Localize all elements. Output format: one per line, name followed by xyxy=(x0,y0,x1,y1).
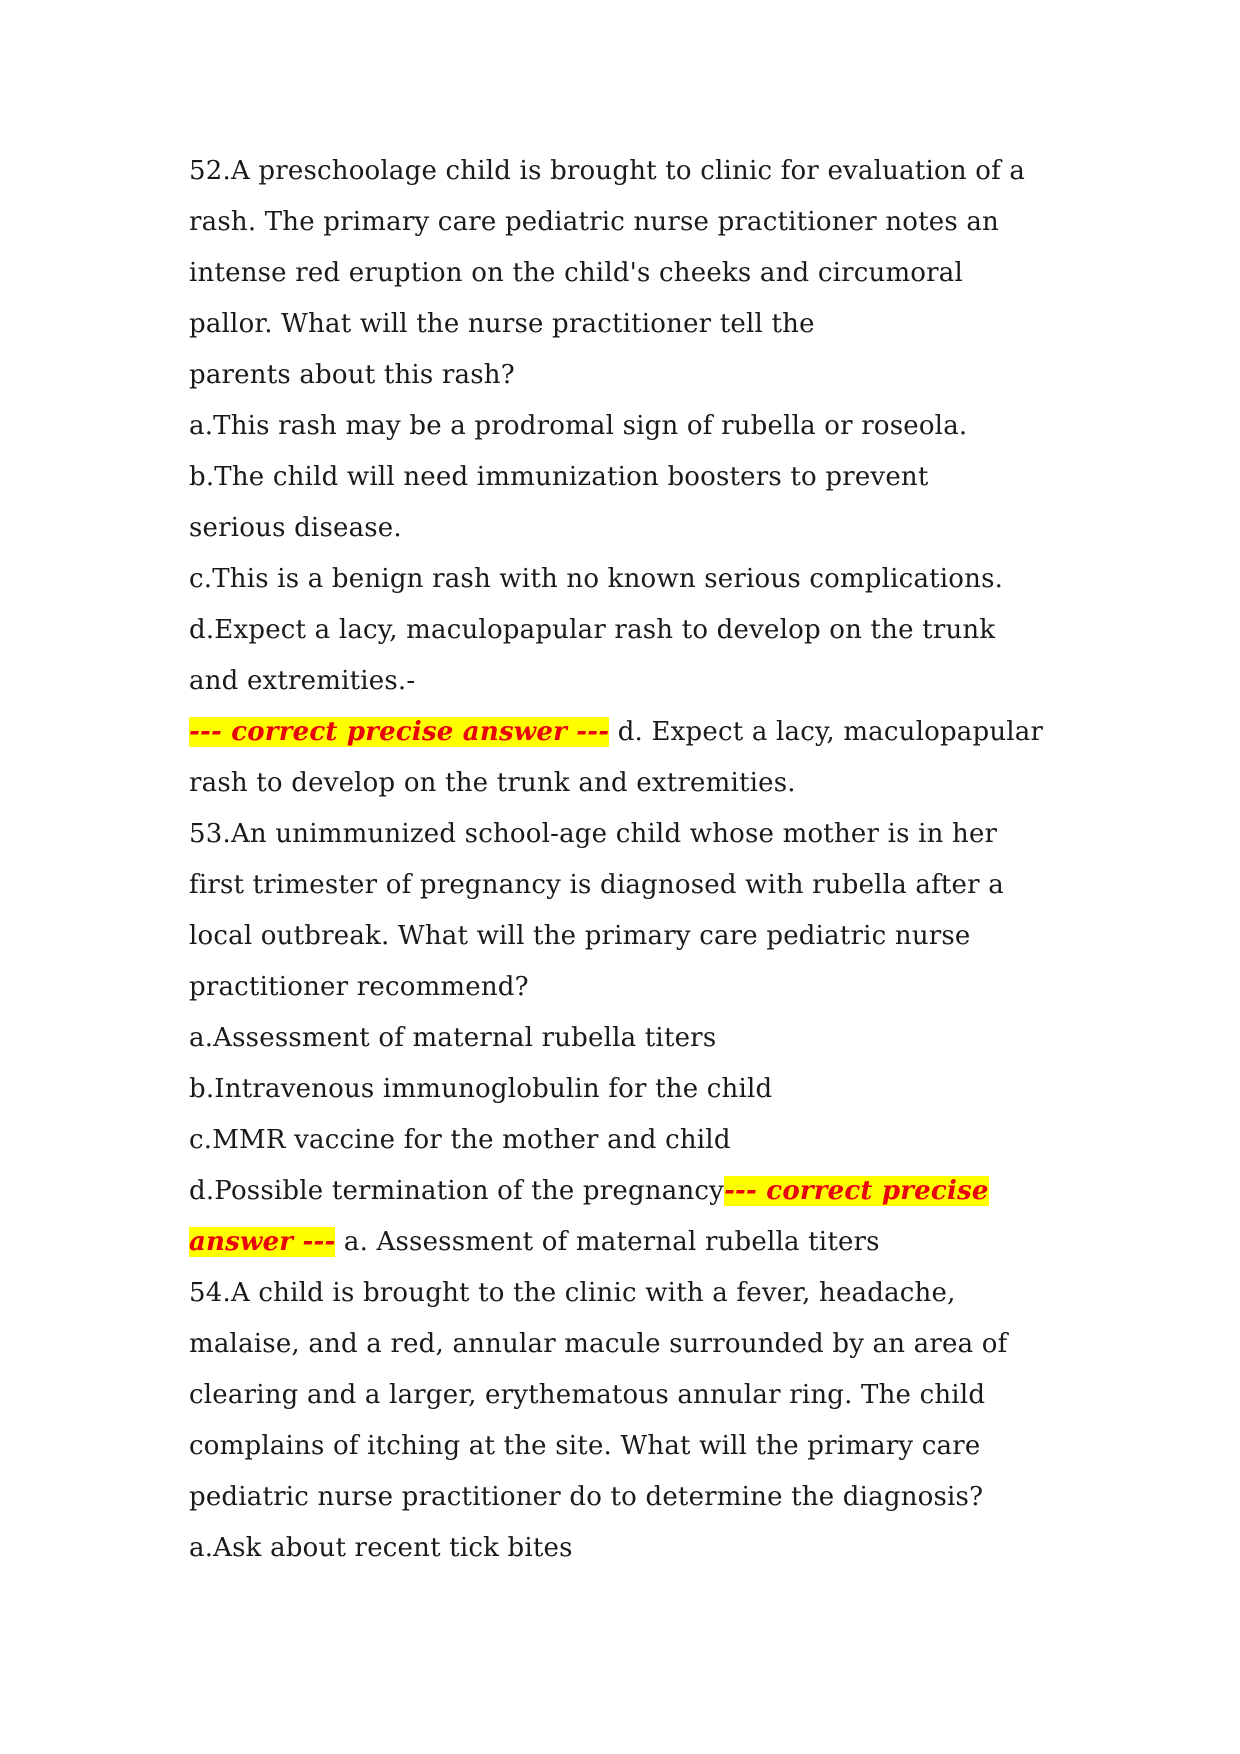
q53-stem-line-1: 53.An unimmunized school-age child whose mother is in her xyxy=(189,819,998,849)
q52-stem-line-5: parents about this rash? xyxy=(189,360,515,390)
q53-stem-line-2: first trimester of pregnancy is diagnosed with rubella after a xyxy=(189,870,1004,900)
q53-answer-tag-part1: --- correct precise xyxy=(724,1176,989,1206)
q53-stem-line-3: local outbreak. What will the primary care pediatric nurse xyxy=(189,921,971,951)
q53-answer-text: a. Assessment of maternal rubella titers xyxy=(335,1227,880,1257)
q52-stem-line-3: intense red eruption on the child's cheeks and circumoral xyxy=(189,258,963,288)
q52-answer-line-1 xyxy=(189,707,1069,758)
q52-option-b-line-2: serious disease. xyxy=(189,513,402,543)
q52-answer-line-2: rash to develop on the trunk and extremities. xyxy=(189,768,796,798)
q52-option-d-line-1: d.Expect a lacy, maculopapular rash to develop on the trunk xyxy=(189,615,996,645)
q54-option-a: a.Ask about recent tick bites xyxy=(189,1533,573,1563)
q52-answer-tag: --- correct precise answer --- xyxy=(189,717,610,747)
q53-answer-line xyxy=(189,1217,1069,1268)
q52-option-d-line-2: and extremities.- xyxy=(189,666,416,696)
q53-answer-tag-part2: answer --- xyxy=(189,1227,336,1257)
q53-stem-line-4: practitioner recommend? xyxy=(189,972,529,1002)
q54-stem-line-4: complains of itching at the site. What will the primary care xyxy=(189,1431,981,1461)
q52-stem-line-1: 52.A preschoolage child is brought to clinic for evaluation of a xyxy=(189,156,1026,186)
q54-stem-line-1: 54.A child is brought to the clinic with a fever, headache, xyxy=(189,1278,956,1308)
q52-option-c: c.This is a benign rash with no known serious complications. xyxy=(189,564,1004,594)
q52-answer-text-1: d. Expect a lacy, maculopapular xyxy=(609,717,1044,747)
q53-option-c: c.MMR vaccine for the mother and child xyxy=(189,1125,731,1155)
q52-option-b-line-1: b.The child will need immunization boosters to prevent xyxy=(189,462,929,492)
q53-option-d: d.Possible termination of the pregnancy xyxy=(189,1176,725,1206)
q52-stem-line-4: pallor. What will the nurse practitioner tell the xyxy=(189,309,815,339)
q53-option-a: a.Assessment of maternal rubella titers xyxy=(189,1023,717,1053)
q53-option-b: b.Intravenous immunoglobulin for the child xyxy=(189,1074,773,1104)
q52-option-a: a.This rash may be a prodromal sign of rubella or roseola. xyxy=(189,411,968,441)
q52-stem-line-2: rash. The primary care pediatric nurse practitioner notes an xyxy=(189,207,1000,237)
q54-stem-line-5: pediatric nurse practitioner do to determine the diagnosis? xyxy=(189,1482,984,1512)
document-body xyxy=(189,146,1069,1574)
q54-stem-line-2: malaise, and a red, annular macule surrounded by an area of xyxy=(189,1329,1008,1359)
q54-stem-line-3: clearing and a larger, erythematous annular ring. The child xyxy=(189,1380,986,1410)
q53-option-d-line xyxy=(189,1166,1069,1217)
